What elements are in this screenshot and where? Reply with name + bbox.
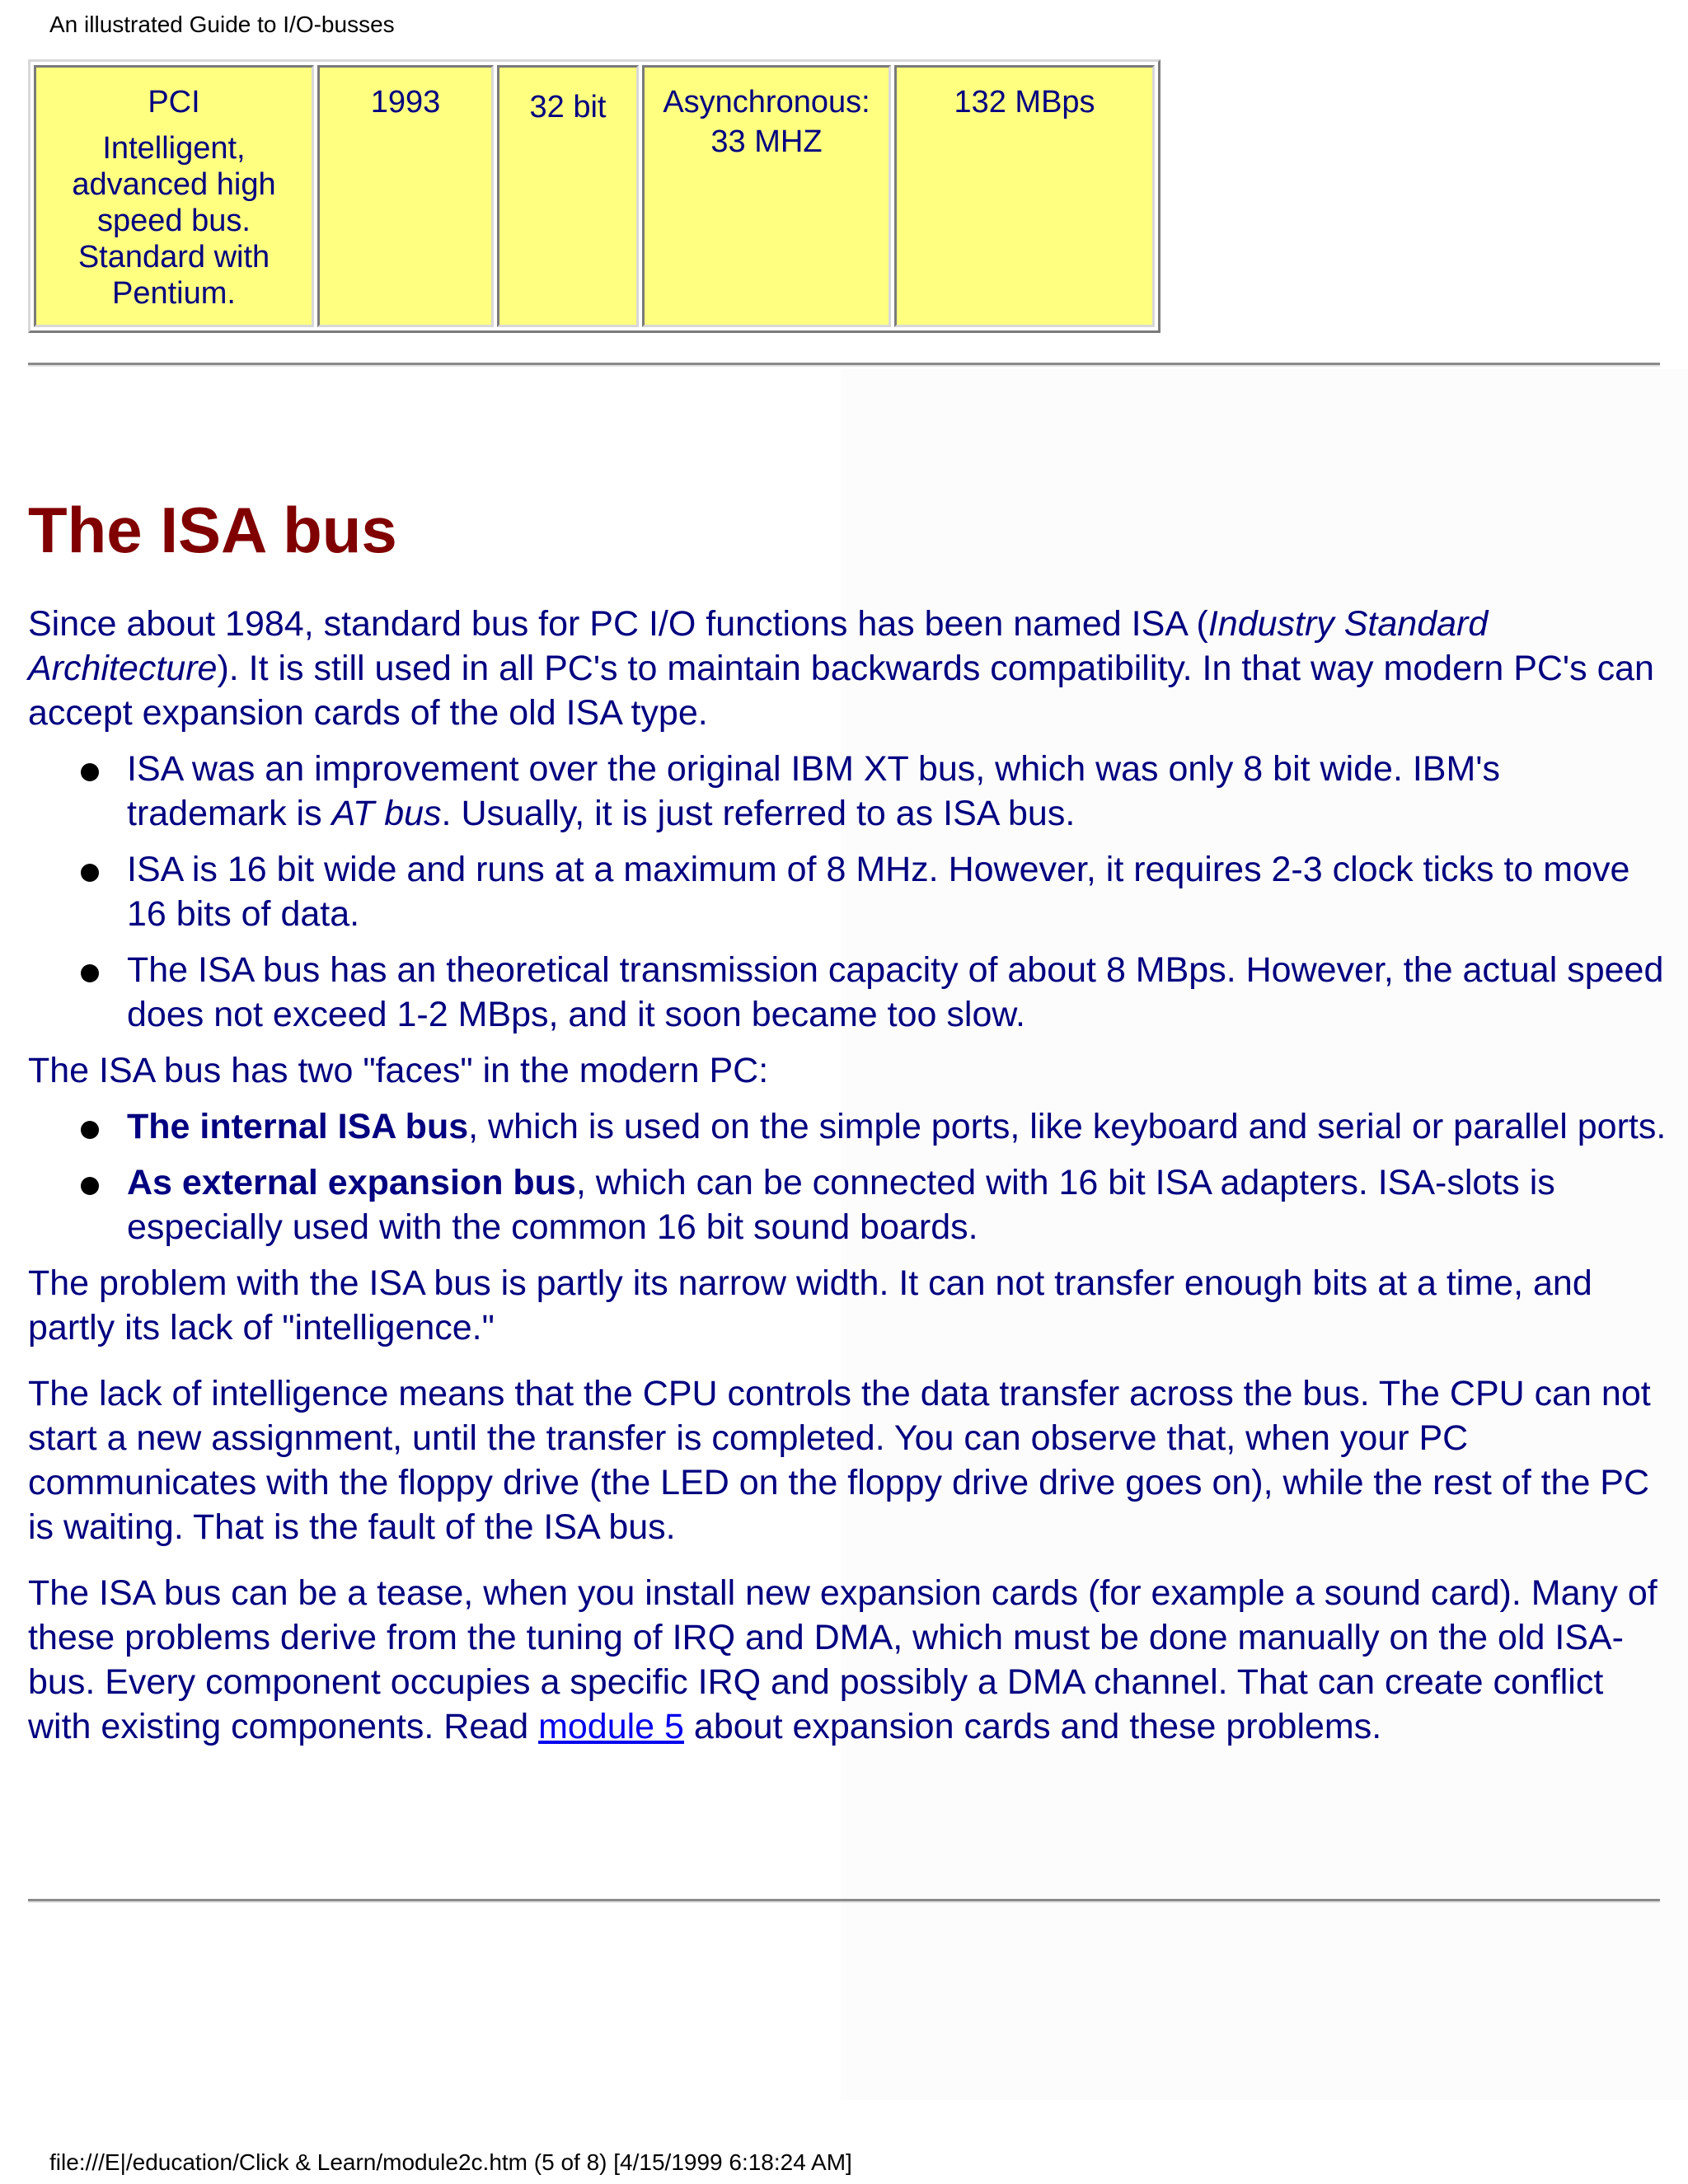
isa-faces-list bbox=[28, 1104, 1668, 1249]
bus-year-cell bbox=[317, 65, 494, 327]
emphasis-at-bus: AT bus bbox=[331, 794, 442, 833]
bullet-icon bbox=[81, 1121, 99, 1139]
divider-bottom bbox=[28, 1899, 1660, 1903]
intro-paragraph: Since about 1984, standard bus for PC I/O functions has been named ISA (Industry Standard Architecture). It is still used in all PC's to maintain backwards compatibility. In that way modern PC's can accept expansion cards of the old ISA type. bbox=[28, 604, 1654, 733]
intelligence-paragraph: The lack of intelligence means that the CPU controls the data transfer across the bus. The CPU can not start a new assignment, until the transfer is completed. You can observe that, when your PC communicates with the floppy drive (the LED on the floppy drive drive goes on), while the rest of the PC is waiting. That is the fault of the ISA bus. bbox=[28, 1374, 1651, 1547]
external-isa-label: As external expansion bus bbox=[127, 1163, 576, 1202]
page-title: The ISA bus bbox=[28, 494, 397, 566]
bus-comparison-table bbox=[28, 59, 1160, 333]
list-item: The ISA bus has an theoretical transmission capacity of about 8 MBps. However, the actual speed does not exceed 1-2 MBps, and it soon became too slow. bbox=[127, 948, 1668, 1037]
bus-name-cell bbox=[34, 65, 314, 327]
print-header: An illustrated Guide to I/O-busses bbox=[49, 12, 395, 37]
bullet-icon bbox=[81, 1177, 99, 1195]
table-row bbox=[34, 65, 1155, 327]
bullet-icon bbox=[81, 864, 99, 882]
module-5-link[interactable]: module 5 bbox=[538, 1707, 684, 1746]
emphasis-isa-expansion: Industry Standard Architecture bbox=[28, 604, 1489, 688]
bullet-icon bbox=[81, 763, 99, 781]
article bbox=[28, 493, 1668, 1749]
print-footer: file:///E|/education/Click & Learn/module2c.htm (5 of 8) [4/15/1999 6:18:24 AM] bbox=[49, 2149, 852, 2175]
internal-isa-label: The internal ISA bus bbox=[127, 1107, 469, 1146]
faces-intro: The ISA bus has two "faces" in the modern PC: bbox=[28, 1051, 769, 1090]
bus-capacity: 132 MBps bbox=[954, 85, 1095, 120]
tease-paragraph: The ISA bus can be a tease, when you install new expansion cards (for example a sound card). Many of these problems derive from the tuning of IRQ and DMA, which must be done manually on the old ISA-bus. Every component occupies a specific IRQ and possibly a DMA channel. That can create conflict with existing components. Read module 5 about expansion cards and these problems. bbox=[28, 1573, 1658, 1746]
list-item: ISA is 16 bit wide and runs at a maximum of 8 MHz. However, it requires 2-3 clock ticks to move 16 bits of data. bbox=[127, 847, 1668, 936]
bus-year: 1993 bbox=[370, 85, 441, 120]
bus-width: 32 bit bbox=[529, 90, 607, 124]
bus-width-cell bbox=[497, 65, 639, 327]
bus-speed-mode: Asynchronous: bbox=[663, 85, 870, 120]
isa-facts-list bbox=[28, 747, 1668, 1037]
list-item: The internal ISA bus, which is used on the simple ports, like keyboard and serial or parallel ports. bbox=[127, 1104, 1668, 1149]
problem-paragraph: The problem with the ISA bus is partly its narrow width. It can not transfer enough bits at a time, and partly its lack of "intelligence." bbox=[28, 1263, 1592, 1347]
bus-speed-clock: 33 MHZ bbox=[710, 124, 823, 159]
bus-description: Intelligent, advanced high speed bus. Standard with Pentium. bbox=[72, 131, 276, 311]
bus-speed-cell bbox=[642, 65, 891, 327]
list-item: ISA was an improvement over the original IBM XT bus, which was only 8 bit wide. IBM's trademark is AT bus. Usually, it is just referred to as ISA bus. bbox=[127, 747, 1668, 836]
bus-capacity-cell bbox=[894, 65, 1155, 327]
divider-top bbox=[28, 363, 1660, 367]
bus-name: PCI bbox=[148, 85, 200, 120]
list-item: As external expansion bus, which can be connected with 16 bit ISA adapters. ISA-slots is especially used with the common 16 bit sound boards. bbox=[127, 1160, 1668, 1249]
bullet-icon bbox=[81, 964, 99, 982]
